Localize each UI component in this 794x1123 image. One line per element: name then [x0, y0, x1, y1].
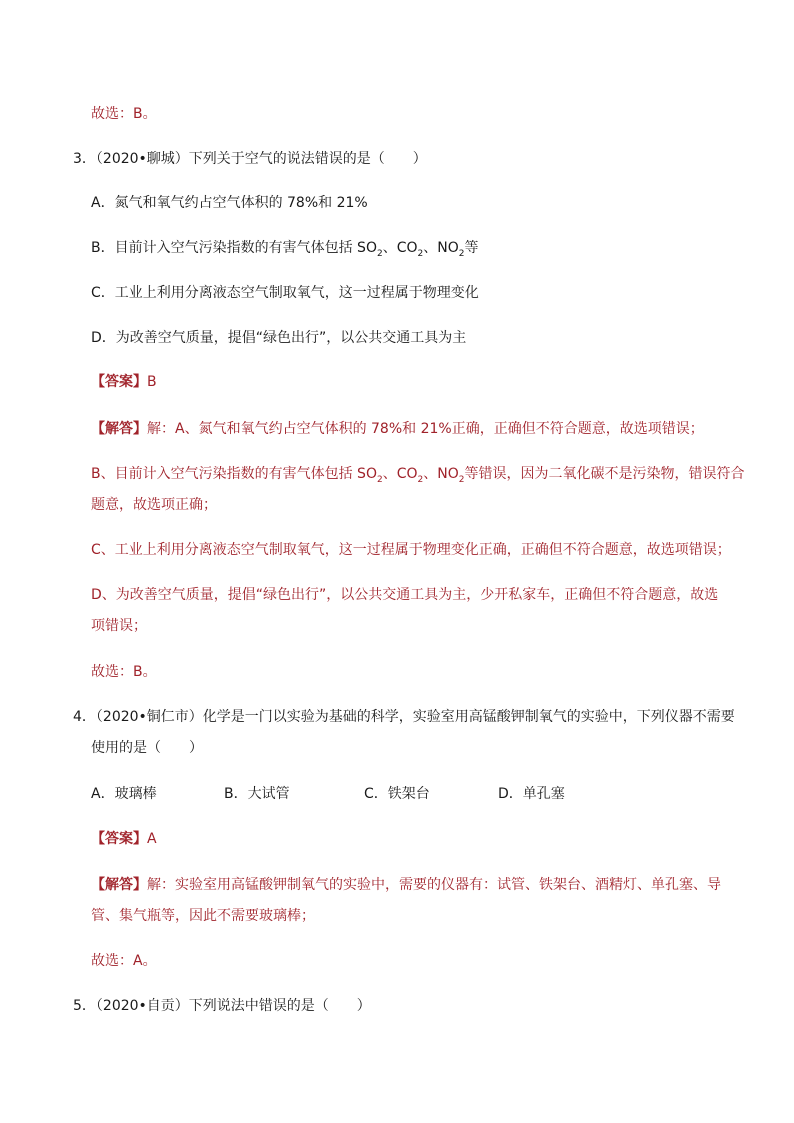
question-4-explanation-line-1 — [91, 875, 721, 895]
subscript: 2 — [417, 474, 424, 485]
explanation-text: 、NO — [423, 466, 459, 482]
select-text: 故选：A。 — [91, 953, 157, 969]
question-3-explanation-line-3 — [91, 495, 217, 515]
subscript: 2 — [376, 248, 383, 259]
answer-tag: 【答案】 — [91, 831, 147, 847]
option-text: D．单孔塞 — [498, 786, 565, 802]
explanation-text: 题意，故选项正确； — [91, 497, 217, 513]
explanation-text: D、为改善空气质量，提倡“绿色出行”，以公共交通工具为主，少开私家车，正确但不符合题意，故选 — [91, 587, 719, 603]
question-3-option-c — [91, 283, 479, 303]
select-line-prev — [91, 104, 157, 124]
explanation-text: 等错误，因为二氧化碳不是污染物，错误符合 — [464, 466, 745, 482]
question-3-option-b — [91, 238, 478, 258]
subscript: 2 — [458, 474, 465, 485]
question-3-answer — [91, 372, 157, 392]
question-3-explanation-line-5 — [91, 585, 718, 605]
answer-value: A — [147, 831, 157, 847]
option-text: D．为改善空气质量，提倡“绿色出行”，以公共交通工具为主 — [91, 330, 467, 346]
option-text: 、CO — [382, 240, 418, 256]
select-text: 故选：B。 — [91, 106, 157, 122]
option-text: A．氮气和氧气约占空气体积的 78%和 21% — [91, 195, 368, 211]
question-text: 3．（2020•聊城）下列关于空气的说法错误的是（ ） — [73, 151, 427, 167]
answer-tag: 【答案】 — [91, 374, 147, 390]
explanation-text: B、目前计入空气污染指数的有害气体包括 SO — [91, 466, 377, 482]
question-4-stem-line-1 — [73, 707, 735, 727]
option-text: B．目前计入空气污染指数的有害气体包括 SO — [91, 240, 377, 256]
option-text: C．工业上利用分离液态空气制取氧气，这一过程属于物理变化 — [91, 285, 479, 301]
answer-value: B — [147, 374, 157, 390]
option-text: B．大试管 — [224, 786, 290, 802]
question-3-select — [91, 662, 157, 682]
explanation-tag: 【解答】 — [91, 877, 147, 893]
question-4-option-a — [91, 784, 157, 804]
question-4-option-d — [498, 784, 565, 804]
question-4-answer — [91, 829, 157, 849]
subscript: 2 — [417, 248, 424, 259]
option-text: 、NO — [423, 240, 459, 256]
explanation-text: 、CO — [382, 466, 418, 482]
question-3-option-d — [91, 328, 466, 348]
explanation-text: C、工业上利用分离液态空气制取氧气，这一过程属于物理变化正确，正确但不符合题意，故选项错误； — [91, 542, 731, 558]
subscript: 2 — [458, 248, 465, 259]
question-3-explanation-line-4 — [91, 540, 731, 560]
explanation-text: 解：实验室用高锰酸钾制氧气的实验中，需要的仪器有：试管、铁架台、酒精灯、单孔塞、导 — [147, 877, 721, 893]
select-text: 故选：B。 — [91, 664, 157, 680]
option-text: 等 — [464, 240, 479, 256]
question-text: 使用的是（ ） — [91, 740, 203, 756]
question-4-select — [91, 951, 157, 971]
explanation-tag: 【解答】 — [91, 421, 147, 437]
question-5-stem — [73, 996, 371, 1016]
question-text: 4．（2020•铜仁市）化学是一门以实验为基础的科学，实验室用高锰酸钾制氧气的实验中，下列仪器不需要 — [73, 709, 735, 725]
question-3-explanation-line-6 — [91, 616, 147, 636]
question-3-option-a — [91, 193, 368, 213]
option-text: C．铁架台 — [364, 786, 430, 802]
question-4-stem-line-2 — [91, 738, 203, 758]
explanation-text: 解：A、氮气和氧气约占空气体积的 78%和 21%正确，正确但不符合题意，故选项错误； — [147, 421, 704, 437]
question-4-option-b — [224, 784, 290, 804]
explanation-text: 管、集气瓶等，因此不需要玻璃棒； — [91, 908, 315, 924]
question-4-option-c — [364, 784, 430, 804]
question-text: 5．（2020•自贡）下列说法中错误的是（ ） — [73, 998, 371, 1014]
subscript: 2 — [376, 474, 383, 485]
question-3-stem — [73, 149, 427, 169]
question-3-explanation-line-2 — [91, 464, 744, 484]
explanation-text: 项错误； — [91, 618, 147, 634]
question-4-explanation-line-2 — [91, 906, 315, 926]
question-3-explanation-line-1 — [91, 419, 704, 439]
option-text: A．玻璃棒 — [91, 786, 157, 802]
